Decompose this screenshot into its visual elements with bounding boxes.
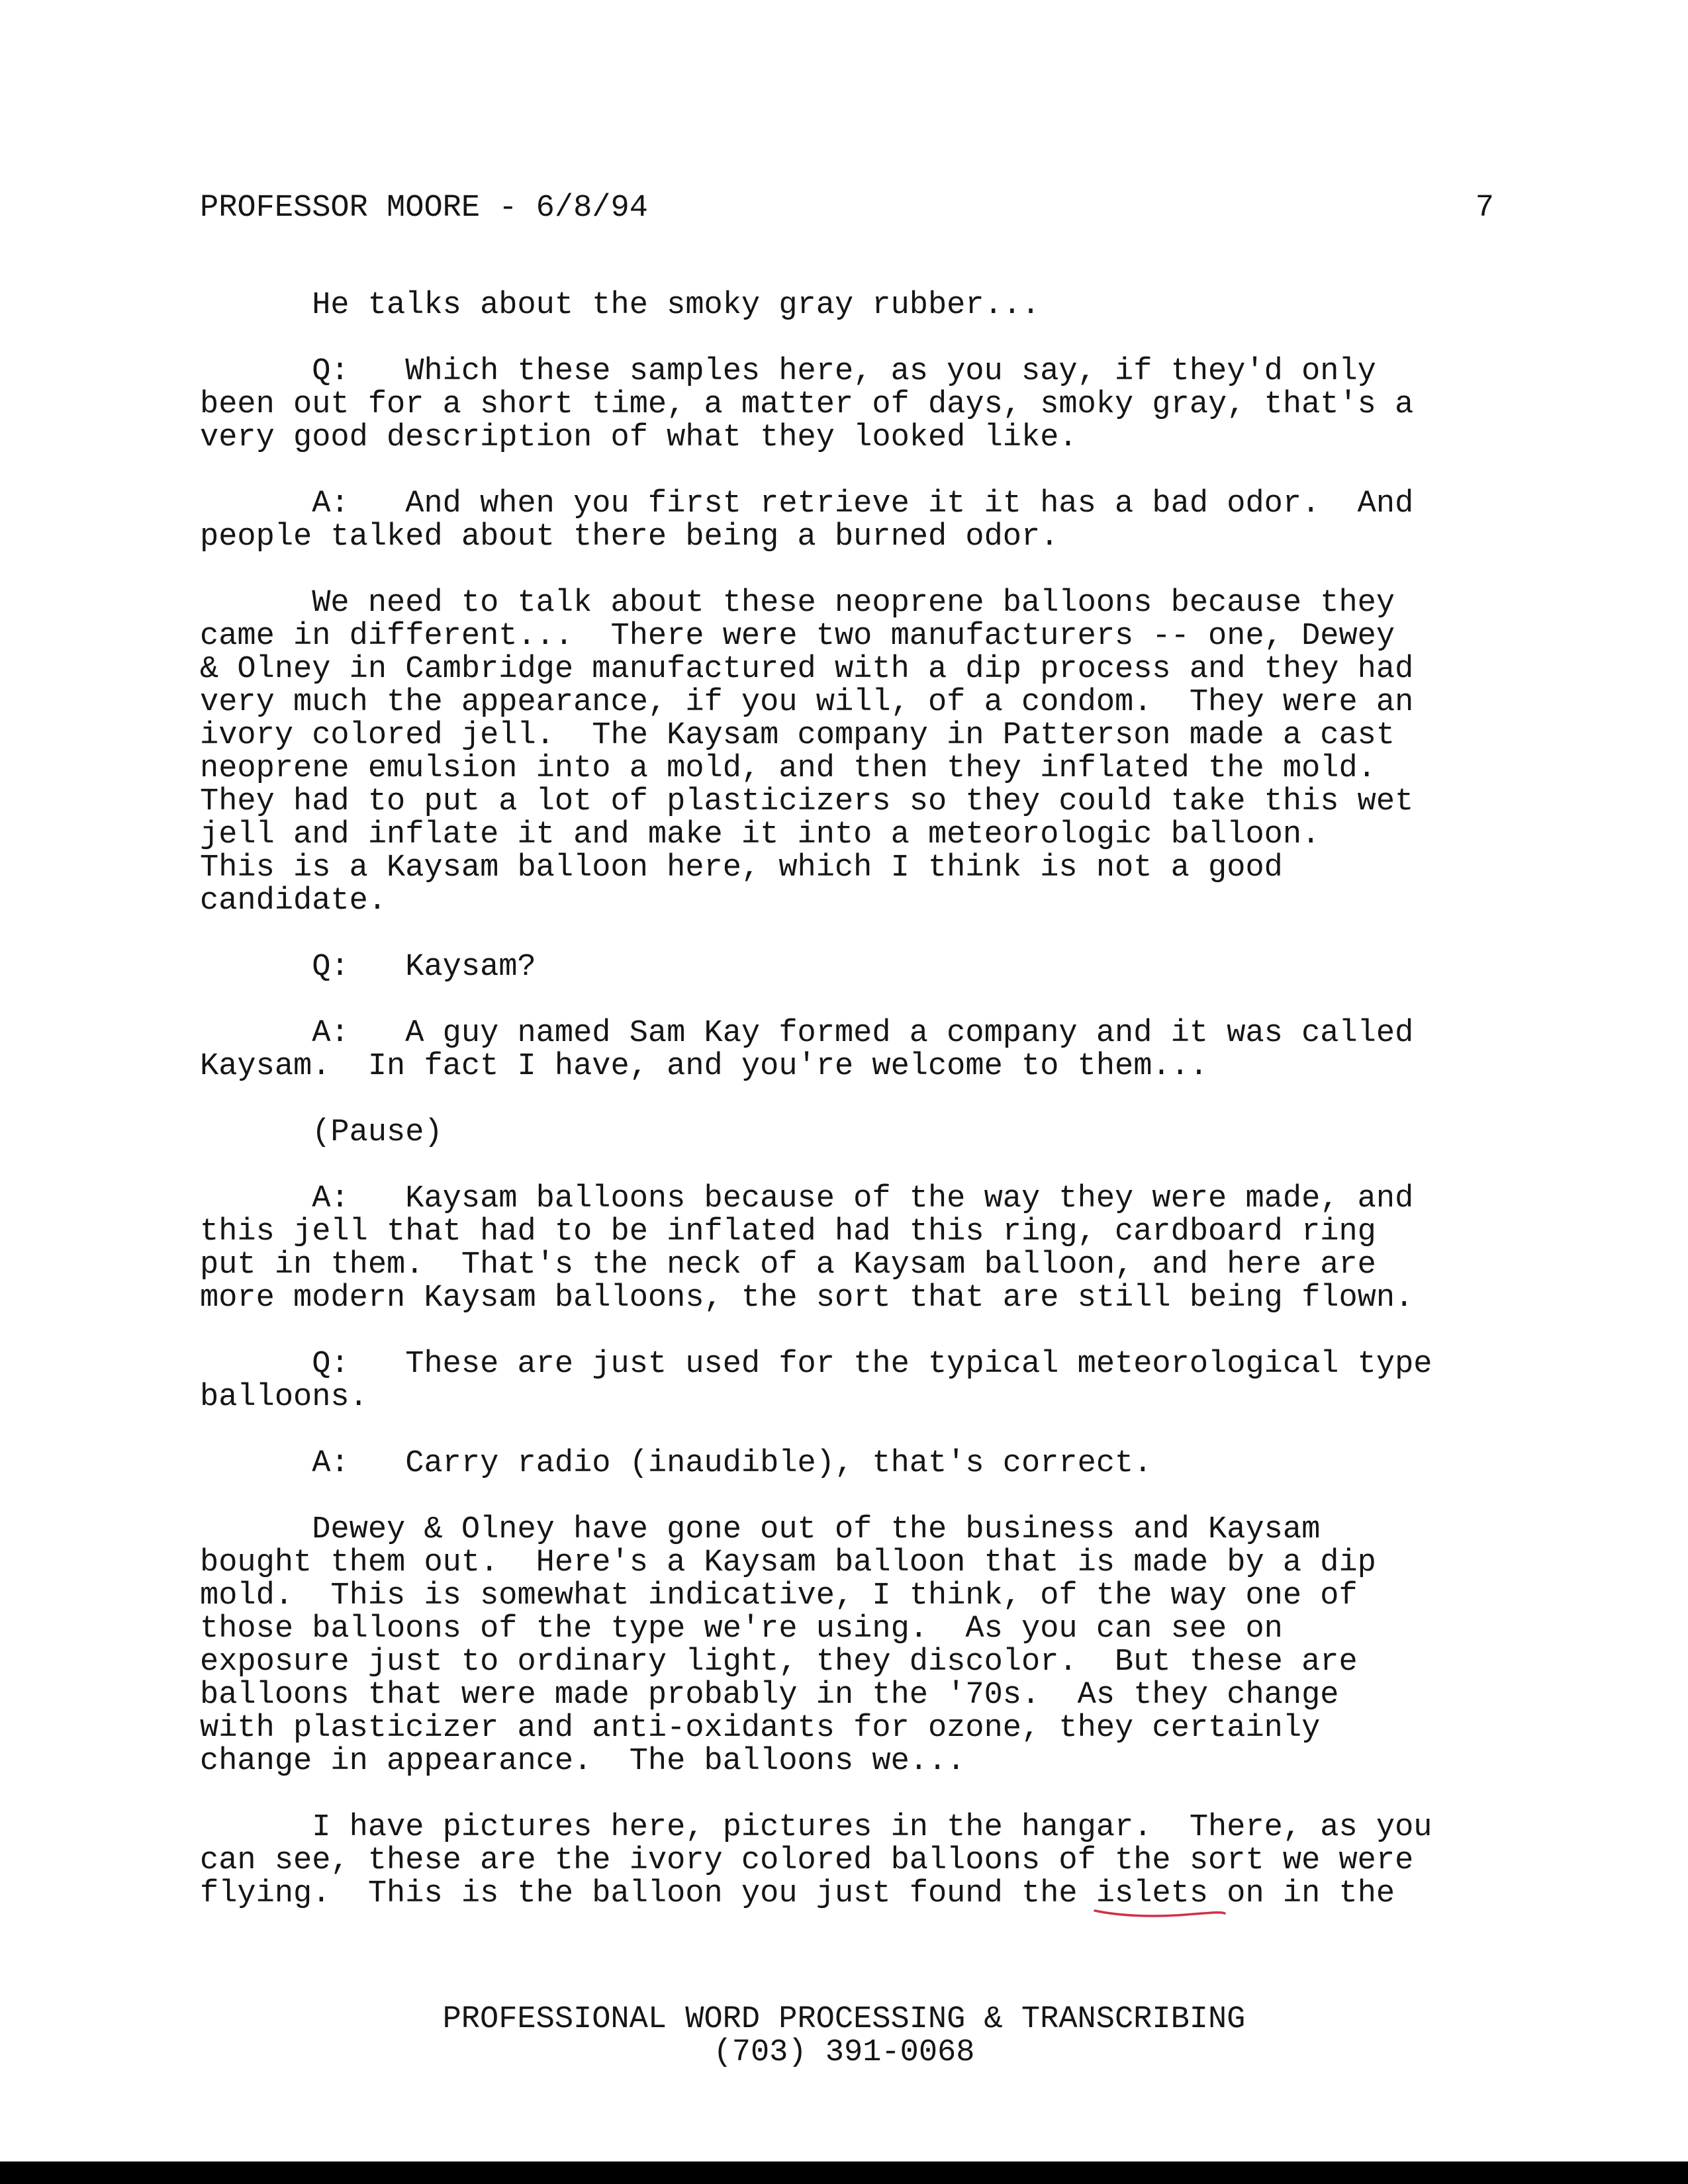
red-ink-underline (1094, 1907, 1226, 1921)
paragraph: A: A guy named Sam Kay formed a company and it was called Kaysam. In fact I have, and you're welcome to them... (200, 1016, 1414, 1084)
paragraph: A: And when you first retrieve it it has a bad odor. And people talked about there being a burned odor. (200, 486, 1414, 555)
page-number: 7 (1475, 191, 1494, 226)
footer-company: PROFESSIONAL WORD PROCESSING & TRANSCRIBING (442, 2002, 1246, 2037)
paragraph-last (200, 1811, 1501, 1911)
page-footer (0, 2003, 1688, 2070)
document-title: PROFESSOR MOORE - 6/8/94 (200, 191, 648, 226)
text-line: can see, these are the ivory colored balloons of the sort we were (200, 1843, 1414, 1878)
paragraph: (Pause) (200, 1115, 443, 1150)
text-line: I have pictures here, pictures in the hangar. There, as you (200, 1810, 1432, 1845)
paragraph: He talks about the smoky gray rubber... (200, 288, 1041, 323)
paragraph: Q: These are just used for the typical meteorological type balloons. (200, 1347, 1432, 1415)
paragraph: A: Carry radio (inaudible), that's correct. (200, 1446, 1152, 1481)
paragraph: Q: Kaysam? (200, 950, 536, 985)
paragraph: Dewey & Olney have gone out of the business and Kaysam bought them out. Here's a Kaysam balloon that is made by a dip mold. This is somewhat indicative, I think, of the way one of those balloons of the type we're using. As you can see on exposure just to ordinary light, they discolor. But these are balloons that were made probably in the '70s. As they change with plasticizer and anti-oxidants for ozone, they certainly change in appearance. The balloons we... (200, 1512, 1376, 1779)
transcript-body (200, 289, 1501, 1944)
text-fragment: on in the (1208, 1876, 1395, 1911)
paragraph: A: Kaysam balloons because of the way they were made, and this jell that had to be inflated had this ring, cardboard ring put in them. That's the neck of a Kaysam balloon, and here are more modern Kaysam balloons, the sort that are still being flown. (200, 1181, 1414, 1316)
page-header (200, 192, 1494, 229)
text-fragment: flying. This is the balloon you just found the (200, 1876, 1096, 1911)
scan-edge-bar (0, 2161, 1688, 2184)
paragraph: Q: Which these samples here, as you say, if they'd only been out for a short time, a matter of days, smoky gray, that's a very good description of what they looked like. (200, 354, 1414, 455)
marked-word: islets (1096, 1876, 1209, 1911)
footer-phone: (703) 391-0068 (713, 2035, 975, 2070)
paragraph: We need to talk about these neoprene balloons because they came in different... There were two manufacturers -- one, Dewey & Olney in Cambridge manufactured with a dip process and they had very much the appearance, if you will, of a condom. They were an ivory colored jell. The Kaysam company in Patterson made a cast neoprene emulsion into a mold, and then they inflated the mold. They had to put a lot of plasticizers so they could take this wet jell and inflate it and make it into a meteorologic balloon. This is a Kaysam balloon here, which I think is not a good candidate. (200, 586, 1414, 919)
handwritten-underline-mark (1096, 1878, 1208, 1911)
